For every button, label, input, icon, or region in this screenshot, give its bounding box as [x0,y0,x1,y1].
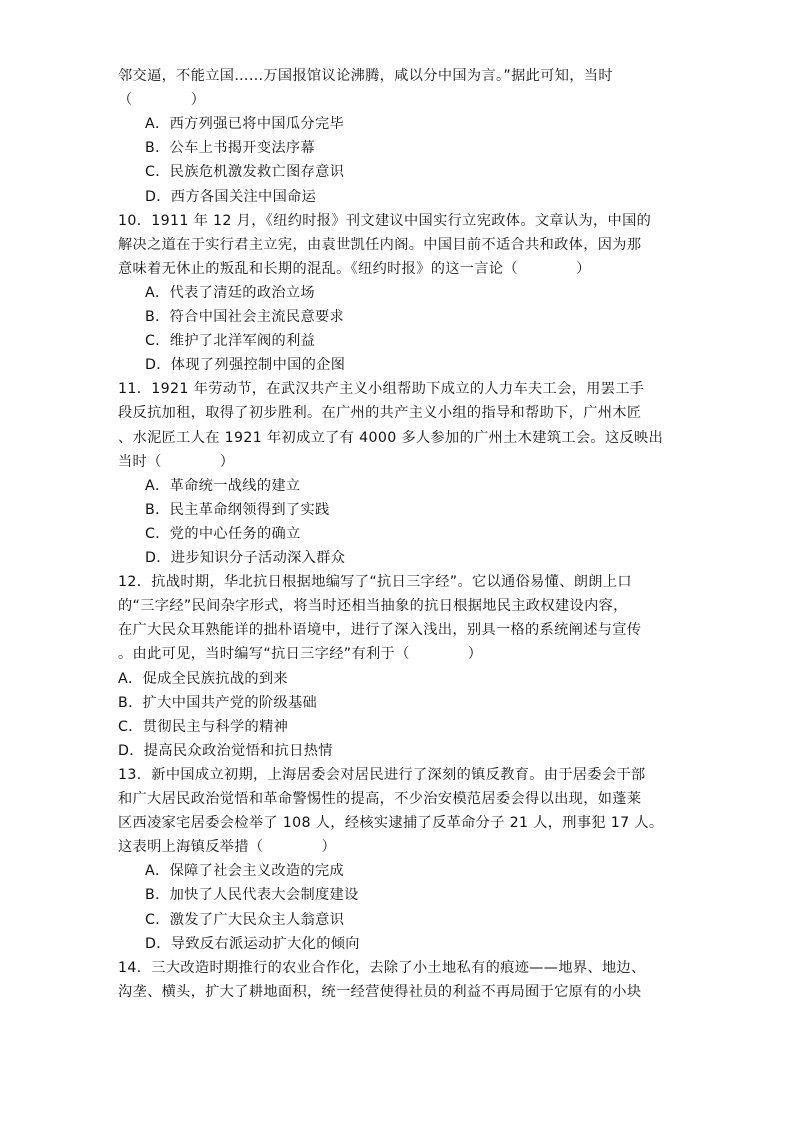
answer-option: C．党的中心任务的确立 [145,525,301,542]
question-text-line: 意味着无休止的叛乱和长期的混乱。《纽约时报》的这一言论（ ） [118,260,591,277]
answer-option: B．民主革命纲领得到了实践 [145,501,330,518]
answer-option: B．公车上书揭开变法序幕 [145,140,315,157]
answer-option: A．保障了社会主义改造的完成 [145,863,345,880]
answer-option: C．民族危机激发救亡图存意识 [145,164,345,181]
question-text-line: 13．新中国成立初期，上海居委会对居民进行了深刻的镇反教育。由于居委会干部 [118,766,646,783]
question-text-line: 和广大居民政治觉悟和革命警惕性的提高，不少治安模范居委会得以出现，如蓬莱 [118,791,642,807]
answer-option: C．激发了广大民众主人翁意识 [145,911,345,928]
question-text-line: 11．1921 年劳动节，在武汉共产主义小组帮助下成立的人力车夫工会，用罢工手 [118,381,645,398]
question-text-line: 的“三字经”民间杂字形式，将当时还相当抽象的抗日根据地民主政权建设内容， [118,598,628,615]
question-text-line: 沟垄、横头，扩大了耕地面积，统一经营使得社员的利益不再局囿于它原有的小块 [118,983,642,1000]
question-text-line: B．扩大中国共产党的阶级基础 [118,694,318,711]
answer-option: A．代表了清廷的政治立场 [145,284,315,301]
question-text-line: 12．抗战时期，华北抗日根据地编写了“抗日三字经”。它以通俗易懂、朗朗上口 [118,574,632,591]
answer-option: A．革命统一战线的建立 [145,477,301,494]
question-text-line: 区西凌家宅居委会检举了 108 人，经核实逮捕了反革命分子 21 人，刑事犯 17 人。 [118,815,664,832]
answer-option: B．加快了人民代表大会制度建设 [145,887,359,904]
question-text-line: 。由此可见，当时编写“抗日三字经”有利于（ ） [118,646,483,663]
question-text-line: 14．三大改造时期推行的农业合作化，去除了小土地私有的痕迹——地界、地边、 [118,959,646,976]
answer-option: D．进步知识分子活动深入群众 [145,550,346,566]
answer-option: D．导致反右派运动扩大化的倾向 [145,935,360,952]
question-text-line: 解决之道在于实行君主立宪，由袁世凯任内阁。中国目前不适合共和政体，因为那 [118,236,642,253]
answer-option: D．体现了列强控制中国的企图 [145,357,346,374]
question-text-line: 当时（ ） [118,453,235,470]
question-text-line: C．贯彻民主与科学的精神 [118,718,289,735]
question-text-line: （ ） [118,92,206,109]
question-text-line: D．提高民众政治觉悟和抗日热情 [118,742,333,759]
answer-option: D．西方各国关注中国命运 [145,188,317,205]
question-text-line: 10．1911 年 12 月，《纽约时报》刊文建议中国实行立宪政体。文章认为，中国的 [118,212,652,229]
question-text-line: A．促成全民族抗战的到来 [118,670,288,687]
question-text-line: 在广大民众耳熟能详的拙朴语境中，进行了深入浅出，别具一格的系统阐述与宣传 [118,622,642,639]
question-text-line: 、水泥匠工人在 1921 年初成立了有 4000 多人参加的广州土木建筑工会。这反映出 [118,429,664,446]
question-text-line: 这表明上海镇反举措（ ） [118,839,337,856]
answer-option: B．符合中国社会主流民意要求 [145,309,345,325]
question-text-line: 邻交逼，不能立国……万国报馆议论沸腾，咸以分中国为言。”据此可知，当时 [118,68,613,84]
answer-option: A．西方列强已将中国瓜分完毕 [145,116,345,133]
answer-option: C．维护了北洋军阀的利益 [145,333,316,350]
question-text-line: 段反抗加租，取得了初步胜利。在广州的共产主义小组的指导和帮助下，广州木匠 [118,405,642,422]
